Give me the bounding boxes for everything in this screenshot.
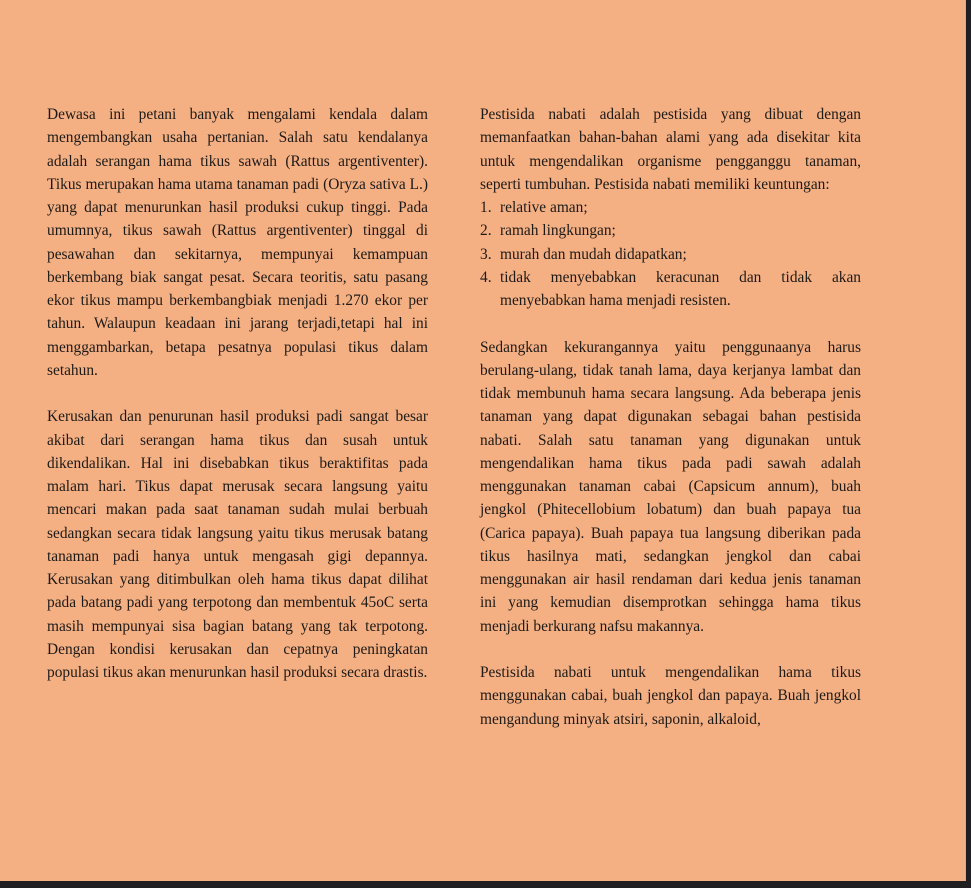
left-column: [47, 103, 428, 684]
list-item: [480, 266, 861, 313]
list-number: 2.: [480, 222, 492, 240]
list-item: [480, 243, 861, 266]
right-column: [480, 103, 861, 731]
list-text: ramah lingkungan;: [500, 222, 616, 240]
list-number: 3.: [480, 245, 492, 263]
list-item: [480, 196, 861, 219]
list-text: tidak menyebabkan keracunan dan tidak akan menyebabkan hama menjadi resisten.: [500, 268, 861, 309]
paragraph-disadvantages: Sedangkan kekurangannya yaitu penggunaanya harus berulang-ulang, tidak tanah lama, daya kerjanya lambat dan tidak membunuh hama secara langsung. Ada beberapa jenis tanaman yang dapat digunakan sebagai bahan pestisida nabati. Salah satu tanaman yang digunakan untuk mengendalikan hama tikus pada padi sawah adalah menggunakan tanaman cabai (Capsicum annum), buah jengkol (Phitecellobium lobatum) dan buah papaya tua (Carica papaya). Buah papaya tua langsung diberikan pada tikus hasilnya mati, sedangkan jengkol dan cabai menggunakan air hasil rendaman dari kedua jenis tanaman ini yang kemudian disemprotkan sehingga hama tikus menjadi berkurang nafsu makannya.: [480, 338, 861, 635]
paragraph-botanical-pesticide: Pestisida nabati adalah pestisida yang dibuat dengan memanfaatkan bahan-bahan alami yang ada disekitar kita untuk mengendalikan organisme pengganggu tanaman, seperti tumbuhan. Pestisida nabati memiliki keuntungan:: [480, 106, 861, 193]
list-text: murah dan mudah didapatkan;: [500, 245, 687, 263]
list-item: [480, 219, 861, 242]
paragraph-damage: Kerusakan dan penurunan hasil produksi padi sangat besar akibat dari serangan hama tikus dan susah untuk dikendalikan. Hal ini disebabkan tikus beraktifitas pada malam hari. Tikus dapat merusak secara langsung yaitu mencari makan pada saat tanaman sudah mulai berbuah sedangkan secara tidak langsung yaitu tikus merusak batang tanaman padi hanya untuk mengasah gigi depannya. Kerusakan yang ditimbulkan oleh hama tikus dapat dilihat pada batang padi yang terpotong dan membentuk 45oC serta masih mempunyai sisa bagian batang yang tak terpotong. Dengan kondisi kerusakan dan cepatnya peningkatan populasi tikus akan menurunkan hasil produksi secara drastis.: [47, 408, 428, 681]
paragraph-jengkol: Pestisida nabati untuk mengendalikan hama tikus menggunakan cabai, buah jengkol dan papaya. Buah jengkol mengandung minyak atsiri, saponin, alkaloid,: [480, 664, 861, 728]
list-number: 4.: [480, 268, 492, 286]
spacer: [480, 312, 861, 335]
list-number: 1.: [480, 199, 492, 216]
list-text: relative aman;: [500, 199, 588, 216]
advantages-list: [480, 196, 861, 312]
paragraph-intro-rats: Dewasa ini petani banyak mengalami kendala dalam mengembangkan usaha pertanian. Salah satu kendalanya adalah serangan hama tikus sawah (Rattus argentiventer). Tikus merupakan hama utama tanaman padi (Oryza sativa L.) yang dapat menurunkan hasil produksi cukup tinggi. Pada umumnya, tikus sawah (Rattus argentiventer) tinggal di pesawahan dan sekitarnya, mempunyai kemampuan berkembang biak sangat pesat. Secara teoritis, satu pasang ekor tikus mampu berkembangbiak menjadi 1.270 ekor per tahun. Walaupun keadaan ini jarang terjadi,tetapi hal ini menggambarkan, betapa pesatnya populasi tikus dalam setahun.: [47, 106, 428, 379]
